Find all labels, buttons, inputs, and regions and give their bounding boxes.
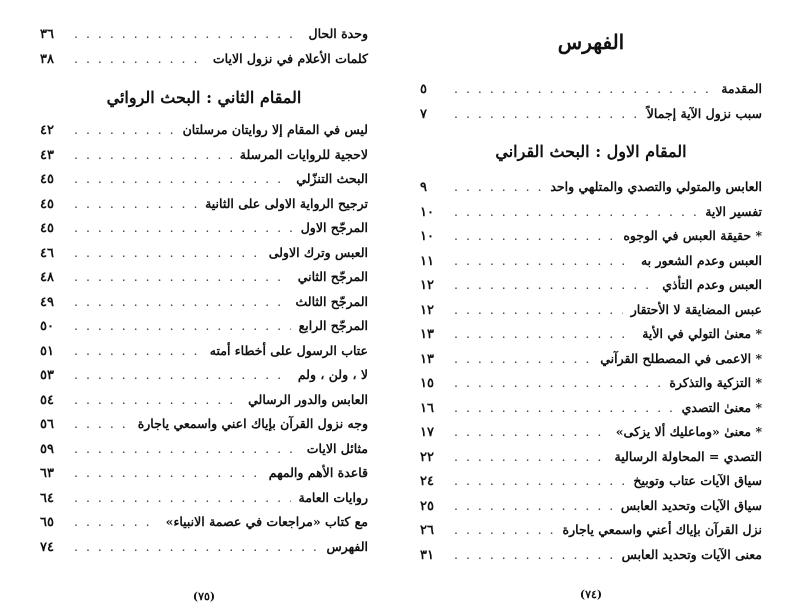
- entry-page-number: ٥١: [40, 343, 54, 359]
- entry-title: قاعدة الأهم والمهم: [268, 465, 368, 480]
- toc-entry: [420, 400, 762, 425]
- dot-leader: [74, 269, 290, 284]
- entry-title: المرجّح الثالث: [295, 293, 368, 309]
- entry-title: * الاعمى في المصطلح القرآني: [600, 350, 762, 366]
- dot-leader: [454, 302, 623, 317]
- right-intro-entries: [420, 81, 762, 130]
- entry-title: البحث التنزّلي: [296, 171, 368, 186]
- toc-entry: [40, 490, 368, 515]
- dot-leader: [74, 392, 240, 407]
- entry-title: المرجّح الرابع: [298, 318, 368, 333]
- toc-entry: [40, 392, 368, 417]
- entry-title: التصدي = المحاولة الرسالية: [614, 448, 762, 464]
- dot-leader: [454, 253, 633, 268]
- dot-leader: [74, 539, 318, 554]
- toc-entry: [40, 51, 368, 76]
- entry-page-number: ٩: [420, 180, 427, 195]
- entry-title: كلمات الأعلام في نزول الايات: [212, 50, 368, 66]
- entry-page-number: ٢٢: [420, 449, 434, 465]
- entry-title: * معنىٰ «وماعليك ألا يزكى»: [615, 424, 762, 439]
- entry-title: عتاب الرسول على أخطاء أمته: [209, 342, 368, 358]
- page-number: (٧٤): [579, 588, 603, 601]
- entry-title: المرجّح الثاني: [297, 269, 368, 284]
- toc-entry: [40, 367, 368, 392]
- entry-page-number: ٢٥: [420, 498, 434, 514]
- entry-page-number: ٦٣: [40, 466, 54, 481]
- dot-leader: [454, 449, 607, 464]
- entry-page-number: ٤٥: [40, 172, 54, 187]
- dot-leader: [74, 294, 288, 309]
- entry-page-number: ٤٢: [40, 123, 54, 138]
- dot-leader: [454, 179, 542, 194]
- entry-page-number: ٤٥: [40, 221, 54, 236]
- entry-page-number: ١٣: [420, 327, 434, 342]
- dot-leader: [74, 465, 261, 480]
- page-number: (٧٥): [192, 590, 216, 603]
- entry-title: ترجيح الرواية الاولى على الثانية: [205, 195, 368, 211]
- entry-title: المقدمة: [721, 81, 762, 96]
- entry-page-number: ١١: [420, 253, 434, 269]
- toc-entry: [420, 179, 762, 204]
- entry-page-number: ٥٠: [40, 319, 54, 334]
- entry-title: العبس وعدم الشعور به: [640, 252, 762, 268]
- dot-leader: [74, 220, 293, 235]
- entry-title: نزل القرآن بإياك أعني واسمعي ياجارة: [562, 522, 762, 537]
- toc-entry: [420, 375, 762, 400]
- toc-entry: [40, 514, 368, 539]
- dot-leader: [74, 318, 291, 333]
- dot-leader: [454, 277, 654, 292]
- entry-title: لاحجية للروايات المرسلة: [239, 146, 368, 162]
- entry-page-number: ٥٩: [40, 441, 54, 457]
- entry-page-number: ١٠: [420, 229, 434, 244]
- dot-leader: [74, 441, 299, 456]
- dot-leader: [74, 343, 202, 358]
- entry-page-number: ٥٣: [40, 368, 54, 383]
- dot-leader: [454, 400, 674, 415]
- dot-leader: [454, 81, 713, 96]
- toc-entry: [40, 343, 368, 368]
- entry-page-number: ١٠: [420, 204, 434, 220]
- entry-title: * حقيقة العبس في الوجوه: [623, 228, 762, 243]
- dot-leader: [454, 326, 634, 341]
- dot-leader: [454, 228, 615, 243]
- entry-title: سياق الآيات عتاب وتوبيخ: [633, 473, 762, 488]
- section-heading: المقام الاول : البحث القراني: [495, 142, 687, 161]
- entry-title: سياق الآيات وتحديد العابس: [620, 497, 762, 513]
- entry-title: * معنىٰ التولي في الأية: [642, 326, 762, 341]
- toc-entry: [420, 351, 762, 376]
- entry-title: وحدة الحال: [308, 26, 368, 41]
- entry-page-number: ١٢: [420, 302, 434, 318]
- entry-page-number: ٢٦: [420, 523, 434, 538]
- entry-title: العابس والمتولي والتصدي والمتلهي واحد: [550, 179, 762, 194]
- section-heading: المقام الثاني : البحث الروائي: [106, 88, 302, 107]
- toc-entry: [420, 106, 762, 131]
- entry-title: * التزكية والتذكرة: [669, 375, 762, 390]
- left-intro-entries: [40, 26, 368, 75]
- toc-entry: [420, 81, 762, 106]
- dot-leader: [74, 147, 232, 162]
- dot-leader: [454, 106, 639, 121]
- dot-leader: [454, 351, 592, 366]
- toc-entry: [420, 253, 762, 278]
- entry-title: المرجّح الاول: [300, 220, 368, 235]
- dot-leader: [74, 490, 291, 505]
- toc-entry: [40, 441, 368, 466]
- page-title: الفهرس: [557, 30, 625, 54]
- dot-leader: [454, 473, 625, 488]
- toc-entry: [40, 318, 368, 343]
- entry-page-number: ٤٩: [40, 294, 54, 310]
- toc-entry: [420, 424, 762, 449]
- entry-page-number: ١٢: [420, 278, 434, 293]
- entry-title: لا ، ولن ، ولم: [297, 367, 368, 382]
- entry-title: تفسير الاية: [705, 203, 762, 219]
- entry-title: وجه نزول القرآن بإياك اعني واسمعي ياجارة: [137, 416, 368, 431]
- toc-entry: [420, 228, 762, 253]
- entry-title: روايات العامة: [298, 489, 368, 505]
- left-entries: [40, 122, 368, 563]
- dot-leader: [454, 547, 614, 562]
- dot-leader: [74, 171, 288, 186]
- entry-page-number: ٤٨: [40, 270, 54, 285]
- entry-page-number: ٦٤: [40, 490, 54, 506]
- entry-page-number: ٤٥: [40, 196, 54, 212]
- toc-entry: [40, 294, 368, 319]
- entry-title: معنى الآيات وتحديد العابس: [621, 546, 762, 562]
- dot-leader: [74, 514, 158, 529]
- entry-title: عبس المضايقة لا الأحتقار: [630, 301, 762, 317]
- toc-entry: [40, 196, 368, 221]
- dot-leader: [74, 51, 205, 66]
- entry-page-number: ١٧: [420, 425, 434, 440]
- toc-entry: [420, 547, 762, 572]
- entry-title: سبب نزول الآية إجمالاً: [646, 105, 762, 121]
- right-page: [420, 0, 762, 616]
- entry-page-number: ١٣: [420, 351, 434, 367]
- dot-leader: [454, 375, 661, 390]
- left-page: [40, 0, 368, 616]
- dot-leader: [74, 122, 175, 137]
- toc-entry: [420, 449, 762, 474]
- dot-leader: [74, 367, 290, 382]
- toc-entry: [40, 245, 368, 270]
- toc-entry: [420, 473, 762, 498]
- dot-leader: [454, 522, 555, 537]
- entry-title: ليس في المقام إلا روايتان مرسلتان: [182, 122, 368, 137]
- entry-title: العابس والدور الرسالي: [248, 391, 368, 407]
- entry-title: * معنىٰ التصدي: [681, 399, 762, 415]
- entry-page-number: ٧: [420, 106, 427, 122]
- entry-page-number: ٧٤: [40, 539, 54, 555]
- dot-leader: [454, 498, 613, 513]
- toc-entry: [40, 539, 368, 564]
- entry-title: العبس وعدم التأذي: [662, 277, 762, 292]
- entry-page-number: ٥٦: [40, 417, 54, 432]
- toc-entry: [40, 269, 368, 294]
- dot-leader: [74, 245, 261, 260]
- toc-entry: [420, 302, 762, 327]
- toc-entry: [420, 522, 762, 547]
- entry-page-number: ٢٤: [420, 474, 434, 489]
- entry-title: العبس وترك الاولى: [268, 244, 368, 260]
- dot-leader: [454, 424, 608, 439]
- toc-entry: [420, 277, 762, 302]
- entry-title: مثائل الايات: [306, 440, 368, 456]
- toc-entry: [40, 26, 368, 51]
- entry-page-number: ١٥: [420, 376, 434, 391]
- toc-entry: [420, 498, 762, 523]
- entry-page-number: ٤٦: [40, 245, 54, 261]
- toc-entry: [40, 465, 368, 490]
- dot-leader: [74, 26, 301, 41]
- toc-entry: [40, 416, 368, 441]
- entry-title: الفهرس: [326, 538, 368, 554]
- entry-page-number: ٣١: [420, 547, 434, 563]
- right-entries: [420, 179, 762, 571]
- dot-leader: [454, 204, 697, 219]
- toc-entry: [40, 147, 368, 172]
- dot-leader: [74, 196, 197, 211]
- toc-entry: [420, 326, 762, 351]
- toc-entry: [420, 204, 762, 229]
- entry-page-number: ٦٥: [40, 515, 54, 530]
- dot-leader: [74, 416, 130, 431]
- entry-page-number: ٤٣: [40, 147, 54, 163]
- entry-page-number: ١٦: [420, 400, 434, 416]
- entry-page-number: ٥٤: [40, 392, 54, 408]
- toc-entry: [40, 122, 368, 147]
- entry-page-number: ٣٦: [40, 27, 54, 42]
- toc-entry: [40, 171, 368, 196]
- entry-title: مع كتاب «مراجعات في عصمة الانبياء»: [165, 514, 368, 529]
- entry-page-number: ٣٨: [40, 51, 54, 67]
- toc-entry: [40, 220, 368, 245]
- entry-page-number: ٥: [420, 82, 427, 97]
